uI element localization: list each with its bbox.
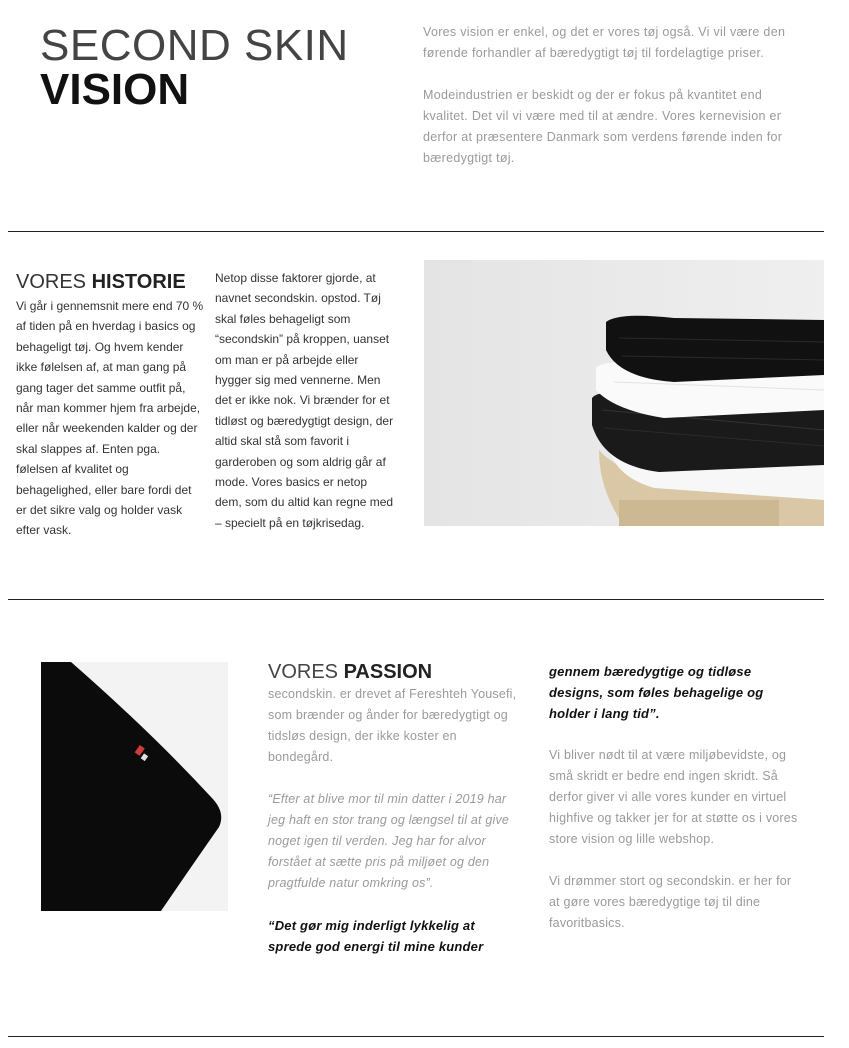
passion-paragraph-1: secondskin. er drevet af Fereshteh Yousefi, som brænder og ånder for bæredygtigt og tidsløs design, der ikke koster en bondegård. [268, 687, 517, 764]
divider-1 [8, 231, 824, 232]
historie-heading-light: VORES [16, 271, 92, 293]
vision-title-bold: VISION [40, 65, 190, 114]
vision-text [423, 22, 798, 190]
black-fabric-photo [41, 662, 228, 911]
historie-heading [16, 270, 186, 294]
passion-quote-italic: “Efter at blive mor til min datter i 2019 har jeg haft en stor trang og længsel til at give noget igen til verden. Jeg har for alvor forstået at sætte pris på miljøet og den pragtfulde natur omkring os”. [268, 792, 510, 890]
divider-2 [8, 599, 824, 600]
passion-paragraph-2: Vi bliver nødt til at være miljøbevidste, og små skridt er bedre end ingen skridt. Så derfor giver vi alle vores kunder en virtuel highfive og takker jer for at støtte os i vores store vision og lille webshop. [549, 748, 798, 846]
black-fabric-illustration [41, 662, 228, 911]
vision-paragraph-1: Vores vision er enkel, og det er vores tøj også. Vi vil være den førende forhandler af bæredygtigt tøj til fordelagtige priser. [423, 25, 786, 60]
vision-title-light: SECOND SKIN [40, 21, 349, 70]
historie-column-1: Vi går i gennemsnit mere end 70 % af tiden på en hverdag i basics og behageligt tøj. Og hvem kender ikke følelsen af, at man gang på gang tager det samme outfit på, når man kommer hjem fra arbejde, eller når weekenden kalder og der skal slappes af. Enten pga. følelsen af kvalitet og behagelighed, eller bare fordi det er det sikre valg og holder vask efter vask. [16, 299, 204, 538]
passion-column-2 [549, 661, 799, 955]
passion-heading-light: VORES [268, 661, 344, 683]
historie-column-2: Netop disse faktorer gjorde, at navnet secondskin. opstod. Tøj skal føles behageligt som “secondskin” på kroppen, uanset om man er på arbejde eller hygger sig med vennerne. Men det er ikke nok. Vi brænder for et tidløst og bæredygtigt design, der altid skal stå som favorit i garderoben og som aldrig går af mode. Vores basics er netop dem, som du altid kan regne med – specielt på en tøjkrisedag. [215, 271, 394, 530]
passion-heading [268, 660, 432, 684]
historie-heading-bold: HISTORIE [91, 271, 186, 293]
passion-quote-bold-start: “Det gør mig inderligt lykkelig at sprede god energi til mine kunder [268, 918, 484, 954]
vision-paragraph-2: Modeindustrien er beskidt og der er fokus på kvantitet end kvalitet. Det vil vi være med til at ændre. Vores kernevision er derfor at præsentere Danmark som verdens førende inden for bæredygtigt tøj. [423, 88, 783, 165]
passion-column-1 [268, 684, 518, 978]
folded-shirts-illustration [424, 260, 824, 526]
passion-paragraph-3: Vi drømmer stort og secondskin. er her for at gøre vores bæredygtige tøj til dine favoritbasics. [549, 874, 792, 930]
passion-quote-bold-end: gennem bæredygtige og tidløse designs, som føles behagelige og holder i lang tid”. [549, 664, 764, 721]
divider-3 [8, 1036, 824, 1037]
folded-shirts-photo [424, 260, 824, 526]
passion-heading-bold: PASSION [343, 661, 433, 683]
